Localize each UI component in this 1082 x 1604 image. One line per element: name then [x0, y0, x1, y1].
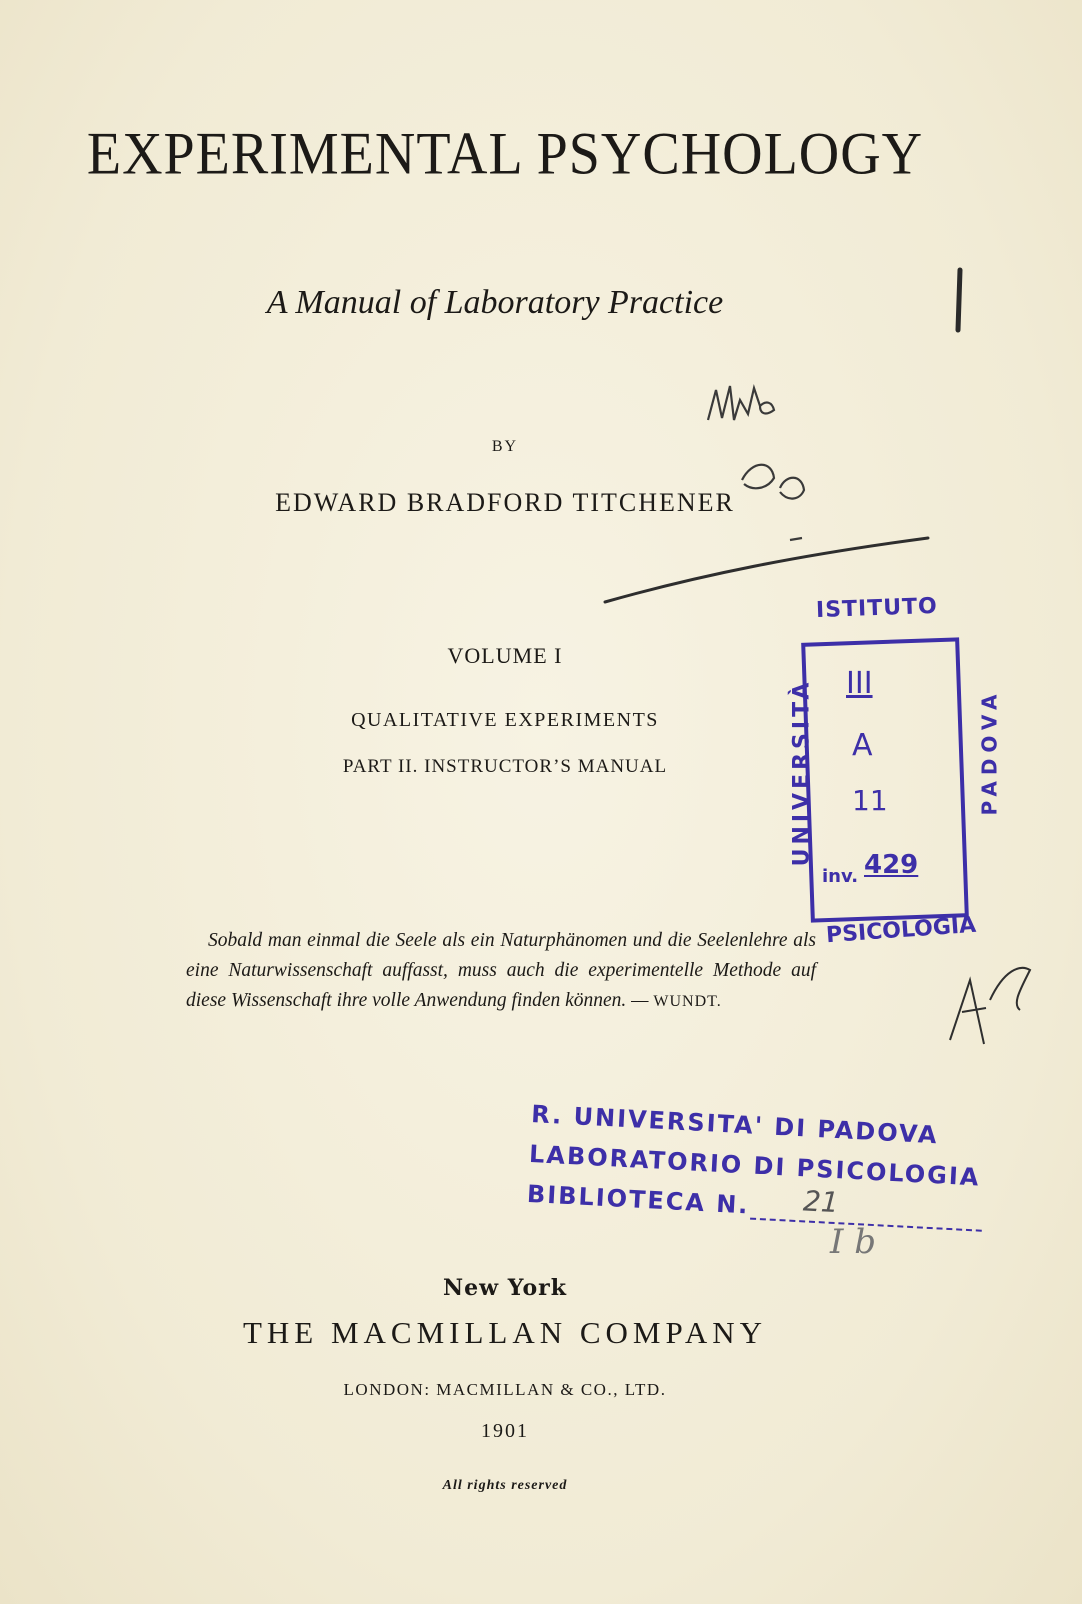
- imprint-place: New York: [442, 1275, 567, 1301]
- book-subtitle: A Manual of Laboratory Practice: [266, 284, 724, 321]
- volume-label: VOLUME I: [447, 643, 563, 668]
- shelf-mark-pencil: I b: [830, 1222, 877, 1262]
- author-name: EDWARD BRADFORD TITCHENER: [275, 488, 735, 517]
- epigraph-text: Sobald man einmal die Seele als ein Naturphänomen und die Seelenlehre als eine Naturwissenschaft auffasst, muss auch die experimentelle Methode auf diese Wissenschaft ihre volle Anwendung finden können. —: [186, 930, 816, 1011]
- stamp-left-text: UNIVERSITÀ: [789, 678, 815, 867]
- pencil-mark-line: [605, 538, 928, 602]
- pencil-mark-stroke: [958, 270, 960, 330]
- stamp-top-text: ISTITUTO: [815, 593, 939, 624]
- part-label: PART II. INSTRUCTOR’S MANUAL: [342, 756, 668, 777]
- imprint-publisher: THE MACMILLAN COMPANY: [242, 1315, 768, 1350]
- stamp-inv-label: inv.: [822, 866, 859, 887]
- signature-scribble-1: [708, 386, 774, 420]
- stamp-bottom-text: PSICOLOGIA: [825, 912, 977, 949]
- stamp-initials-scribble: [950, 968, 1030, 1044]
- imprint-year: 1901: [481, 1420, 529, 1442]
- stamp-shelf-1: III: [846, 666, 873, 701]
- signature-scribble-2: [742, 465, 804, 540]
- library-stamp-line3: BIBLIOTECA N.: [526, 1179, 751, 1220]
- epigraph-attribution: WUNDT.: [653, 993, 722, 1010]
- stamp-inv-number: 429: [864, 850, 919, 880]
- istituto-stamp: [760, 593, 1002, 960]
- section-label: QUALITATIVE EXPERIMENTS: [351, 709, 659, 731]
- library-stamp: [525, 1100, 1002, 1264]
- library-stamp-line2: LABORATORIO DI PSICOLOGIA: [528, 1139, 982, 1192]
- imprint-rights: All rights reserved: [442, 1478, 568, 1493]
- stamp-right-text: PADOVA: [977, 688, 1002, 816]
- stamp-shelf-3: 11: [852, 784, 888, 817]
- imprint-london: LONDON: MACMILLAN & CO., LTD.: [343, 1380, 667, 1399]
- stamp-shelf-2: A: [852, 728, 873, 763]
- library-stamp-line1: R. UNIVERSITA' DI PADOVA: [530, 1100, 940, 1150]
- library-stamp-number: 21: [802, 1184, 840, 1220]
- by-line: BY: [491, 438, 519, 455]
- book-title: EXPERIMENTAL PSYCHOLOGY: [86, 120, 924, 188]
